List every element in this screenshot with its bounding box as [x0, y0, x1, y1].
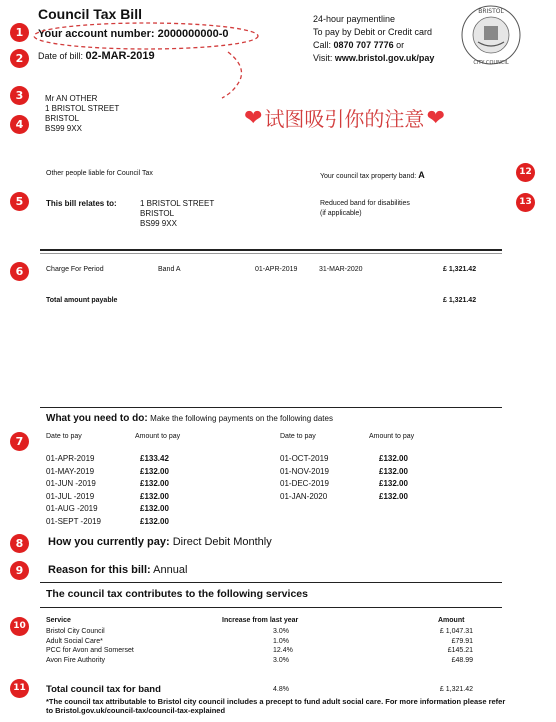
visit-label: Visit:	[313, 53, 333, 63]
bill-date-label: Date of bill:	[38, 51, 84, 61]
relates-address	[140, 199, 214, 229]
or-label: or	[396, 40, 405, 50]
divider	[40, 607, 502, 608]
marker-badge: 4	[10, 115, 29, 134]
heart-icon: ❤	[244, 104, 263, 130]
payment-amount: £132.00	[140, 479, 169, 488]
payment-amount: £132.00	[379, 454, 408, 463]
marker-badge: 1	[10, 23, 29, 42]
payment-date: 01-NOV-2019	[280, 466, 329, 476]
payment-date: 01-JUL -2019	[46, 491, 95, 501]
recipient-street: 1 BRISTOL STREET	[45, 104, 120, 113]
payment-amount: £133.42	[140, 454, 169, 463]
other-liable-label: Other people liable for Council Tax	[46, 170, 153, 177]
payment-amount: £132.00	[379, 491, 408, 501]
marker-badge: 2	[10, 49, 29, 68]
charge-band: Band A	[158, 266, 181, 273]
recipient-city: BRISTOL	[45, 114, 80, 123]
paymentline-label: 24-hour paymentline	[313, 14, 396, 24]
service-amounts	[440, 627, 473, 665]
payment-date: 01-DEC-2019	[280, 479, 329, 488]
property-band	[320, 170, 425, 180]
service-name: Avon Fire Authority	[46, 656, 106, 664]
phone-number: 0870 707 7776	[333, 40, 394, 50]
relates-postcode: BS99 9XX	[140, 219, 177, 228]
service-amount: £48.99	[451, 656, 473, 664]
payment-date: 01-OCT-2019	[280, 454, 329, 463]
account-number: Your account number: 2000000000-0	[38, 28, 229, 40]
payment-date: 01-JUN -2019	[46, 479, 96, 488]
service-col-header: Service	[46, 617, 71, 624]
payment-amount: £132.00	[379, 466, 408, 476]
marker-badge: 3	[10, 86, 29, 105]
payment-amount: £132.00	[379, 479, 408, 488]
relates-city: BRISTOL	[140, 209, 175, 218]
charge-amount: £ 1,321.42	[443, 266, 477, 273]
payment-date: 01-JAN-2020	[280, 491, 328, 501]
charge-period-label: Charge For Period	[46, 266, 104, 273]
marker-badge: 6	[10, 262, 29, 281]
payment-date: 01-MAY-2019	[46, 466, 95, 476]
pay-col-date: Date to pay	[46, 433, 82, 440]
divider	[40, 249, 502, 251]
total-payable-label: Total amount payable	[46, 297, 118, 304]
payments-heading-bold: What you need to do:	[46, 413, 148, 424]
logo-text-bottom: CITY COUNCIL	[473, 60, 509, 66]
payment-contact	[313, 13, 434, 65]
payments-heading-rest: Make the following payments on the following dates	[150, 414, 333, 423]
service-increase: 1.0%	[273, 637, 289, 645]
reduced-band-line1: Reduced band for disabilities	[320, 200, 410, 207]
payment-date: 01-SEPT -2019	[46, 516, 101, 526]
payment-amount: £132.00	[140, 491, 169, 501]
payments-right-amounts	[379, 453, 408, 503]
divider	[40, 582, 502, 583]
payment-date: 01-AUG -2019	[46, 504, 98, 513]
payments-left-amounts	[140, 453, 169, 528]
recipient-name: Mr AN OTHER	[45, 94, 98, 103]
payments-heading	[46, 413, 333, 424]
logo-text-top: BRISTOL	[478, 8, 504, 15]
bill-date-value: 02-MAR-2019	[85, 50, 155, 62]
service-increases	[273, 627, 293, 665]
service-amount: £145.21	[447, 647, 473, 654]
pay-col-date-right: Date to pay	[280, 433, 316, 440]
how-you-pay	[48, 536, 272, 548]
call-label: Call:	[313, 40, 332, 50]
divider-thin	[40, 253, 502, 254]
amount-col-header: Amount	[438, 617, 465, 624]
divider	[40, 407, 502, 408]
bill-reason-label: Reason for this bill:	[48, 564, 151, 576]
marker-badge: 12	[516, 163, 535, 182]
total-tax-increase: 4.8%	[273, 686, 289, 693]
payment-amount: £132.00	[140, 504, 169, 513]
service-amount: £ 1,047.31	[439, 628, 473, 635]
marker-badge: 9	[10, 561, 29, 580]
payment-date: 01-APR-2019	[46, 454, 95, 463]
bill-date	[38, 50, 155, 62]
service-increase: 3.0%	[273, 656, 289, 664]
recipient-postcode: BS99 9XX	[45, 124, 82, 133]
property-band-value: A	[418, 170, 425, 180]
marker-badge: 8	[10, 534, 29, 553]
marker-badge: 10	[10, 617, 29, 636]
bill-reason-value: Annual	[153, 564, 188, 576]
charge-to: 31-MAR-2020	[319, 266, 363, 273]
total-tax-amount: £ 1,321.42	[439, 686, 473, 693]
services-footnote: *The council tax attributable to Bristol city council includes a precept to fund adult social care. For more information please refer to Bristol.gov.uk/council-tax/council-tax-explained	[46, 697, 506, 715]
services-heading: The council tax contributes to the following services	[46, 588, 308, 600]
pay-col-amount: Amount to pay	[135, 433, 181, 440]
website-link: www.bristol.gov.uk/pay	[334, 53, 435, 63]
service-name: PCC for Avon and Somerset	[46, 647, 134, 654]
recipient-address	[45, 94, 119, 134]
service-names	[46, 627, 134, 665]
service-amount: £79.91	[451, 637, 473, 645]
charge-from: 01-APR-2019	[255, 266, 298, 273]
marker-badge: 13	[516, 193, 535, 212]
payment-amount: £132.00	[140, 516, 169, 526]
increase-col-header: Increase from last year	[222, 617, 299, 624]
relates-label: This bill relates to:	[46, 199, 117, 208]
marker-badge: 5	[10, 192, 29, 211]
marker-badge: 7	[10, 432, 29, 451]
total-payable-amount: £ 1,321.42	[443, 297, 477, 304]
bristol-city-council-logo	[458, 2, 524, 68]
pay-col-amount-right: Amount to pay	[369, 433, 415, 440]
payment-amount: £132.00	[140, 466, 169, 476]
service-name: Adult Social Care*	[46, 637, 103, 645]
heart-icon-right: ❤	[426, 104, 445, 130]
card-payment-label: To pay by Debit or Credit card	[313, 27, 433, 37]
bill-reason	[48, 564, 187, 576]
how-you-pay-label: How you currently pay:	[48, 536, 170, 548]
marker-badge: 11	[10, 679, 29, 698]
service-name: Bristol City Council	[46, 628, 105, 635]
attention-overlay	[244, 103, 445, 132]
attention-text: 试图吸引你的注意	[264, 107, 425, 131]
reduced-band-note	[320, 199, 410, 219]
payments-left-dates	[46, 453, 101, 528]
total-tax-label: Total council tax for band	[46, 684, 161, 695]
relates-street: 1 BRISTOL STREET	[140, 199, 215, 208]
payments-right-dates	[280, 453, 329, 503]
service-increase: 12.4%	[273, 647, 293, 654]
service-increase: 3.0%	[273, 628, 289, 635]
property-band-label: Your council tax property band:	[320, 173, 417, 180]
reduced-band-line2: (if applicable)	[320, 210, 362, 217]
bill-title: Council Tax Bill	[38, 6, 142, 22]
how-you-pay-value: Direct Debit Monthly	[172, 536, 272, 548]
